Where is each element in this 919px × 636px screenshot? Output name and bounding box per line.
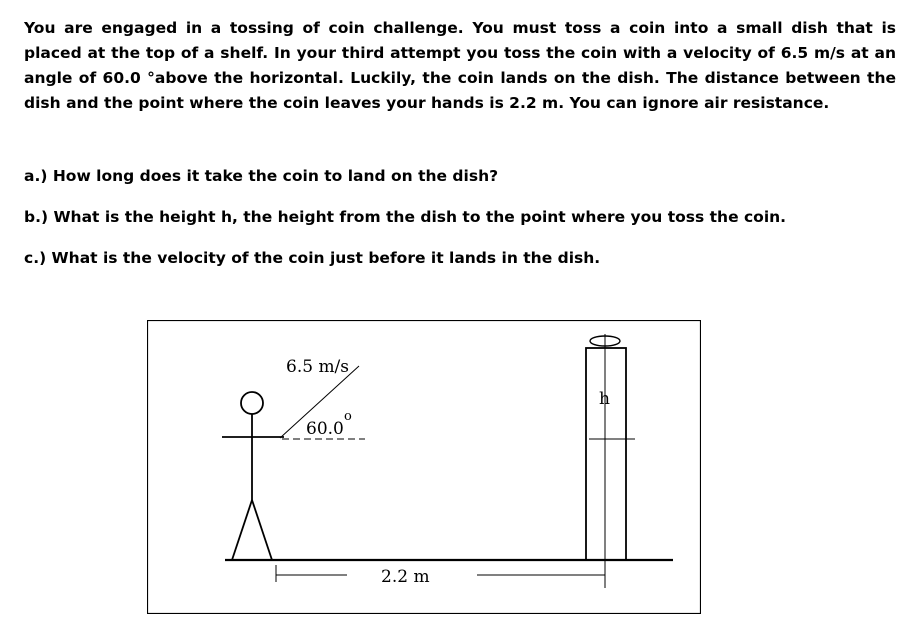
height-label: h: [599, 389, 610, 409]
velocity-label: 6.5 m/s: [286, 357, 350, 377]
problem-text: [24, 16, 896, 116]
problem-statement: You are engaged in a tossing of coin challenge. You must toss a coin into a small dish that is placed at the top of a shelf. In your third attempt you toss the coin with a velocity of 6.5 m/s at an angle of 60.0 °above the horizontal. Luckily, the coin lands on the dish. The distance between the dish and the point where the coin leaves your hands is 2.2 m. You can ignore air resistance.: [24, 19, 896, 112]
angle-label: 60.0: [306, 419, 344, 439]
question-a: a.) How long does it take the coin to land on the dish?: [24, 167, 499, 185]
problem-figure: [147, 320, 701, 614]
distance-label: 2.2 m: [381, 567, 430, 587]
figure-diagram: [147, 320, 701, 614]
degree-symbol: o: [344, 409, 352, 424]
question-b: b.) What is the height h, the height from the dish to the point where you toss the coin.: [24, 208, 787, 226]
question-c: c.) What is the velocity of the coin just before it lands in the dish.: [24, 249, 601, 267]
